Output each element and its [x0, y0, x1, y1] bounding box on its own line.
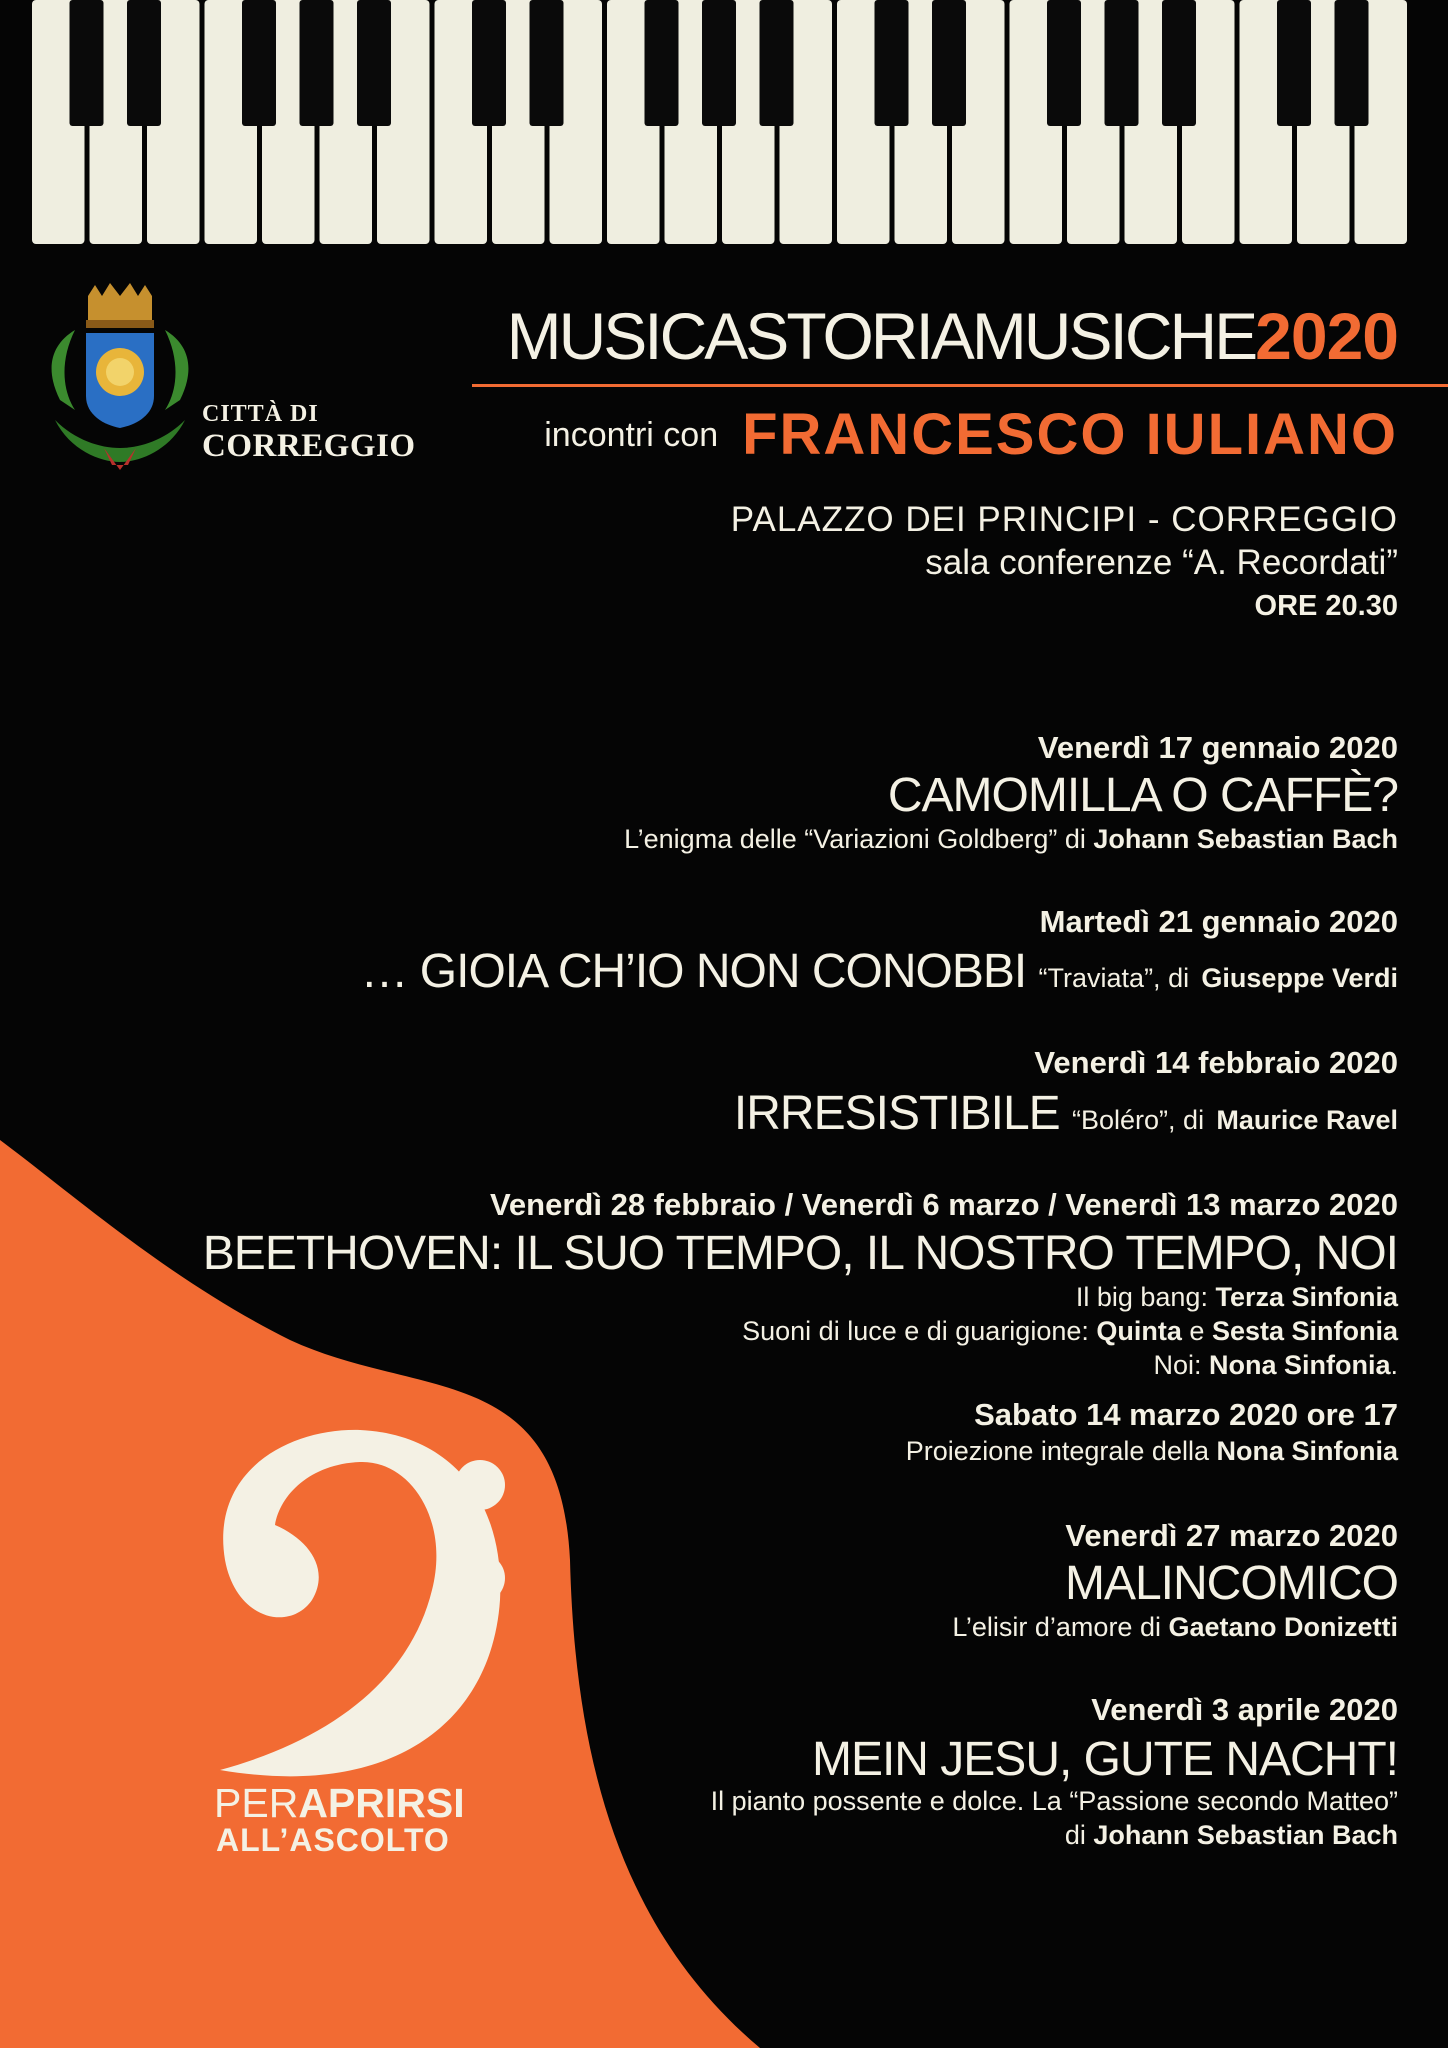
event-title: CAMOMILLA O CAFFÈ? — [887, 769, 1398, 822]
black-key — [1277, 0, 1311, 126]
event-subtitle-text: di — [1064, 1820, 1086, 1850]
title-divider — [472, 384, 1448, 387]
event-subtitle: Il pianto possente e dolce. La “Passione secondo Matteo” — [710, 1786, 1398, 1816]
black-key — [645, 0, 679, 126]
event-work: “Traviata”, di — [1038, 963, 1190, 993]
event-composer: Giuseppe Verdi — [1201, 963, 1398, 993]
guest-line — [470, 400, 1398, 470]
venue-line-1: PALAZZO DEI PRINCIPI - CORREGGIO — [730, 500, 1398, 539]
event-symphony: Terza Sinfonia — [1215, 1282, 1398, 1312]
black-key — [932, 0, 966, 126]
event-symphony: Nona Sinfonia — [1208, 1350, 1391, 1380]
event-composer: Johann Sebastian Bach — [1093, 824, 1398, 854]
coat-of-arms-icon — [52, 283, 189, 470]
black-key — [127, 0, 161, 126]
event-subline-text: e — [1189, 1316, 1205, 1346]
tagline-line-1 — [214, 1780, 465, 1827]
black-key — [1105, 0, 1139, 126]
event-title: BEETHOVEN: IL SUO TEMPO, IL NOSTRO TEMPO, NOI — [202, 1227, 1398, 1280]
black-key — [1162, 0, 1196, 126]
event-composer: Gaetano Donizetti — [1168, 1612, 1398, 1642]
black-key — [1047, 0, 1081, 126]
event-date: Venerdì 3 aprile 2020 — [1091, 1692, 1398, 1727]
black-key — [1335, 0, 1369, 126]
black-key — [242, 0, 276, 126]
event-work: “Boléro”, di — [1072, 1105, 1205, 1135]
event-subtitle — [624, 824, 1398, 855]
event-date: Venerdì 27 marzo 2020 — [1065, 1518, 1398, 1553]
event-title-line — [734, 1086, 1398, 1141]
black-key — [300, 0, 334, 126]
event-subtitle-text: L’elisir d’amore di — [952, 1612, 1161, 1642]
event-date: Venerdì 28 febbraio / Venerdì 6 marzo / Venerdì 13 marzo 2020 — [489, 1187, 1398, 1222]
black-key — [357, 0, 391, 126]
event-date: Sabato 14 marzo 2020 ore 17 — [974, 1397, 1398, 1432]
event-title: … GIOIA CH’IO NON CONOBBI — [360, 945, 1027, 998]
event-subtitle-text: Proiezione integrale della — [905, 1436, 1209, 1466]
event-subtitle — [952, 1612, 1398, 1643]
event-date: Venerdì 17 gennaio 2020 — [1037, 730, 1398, 765]
tagline-line-2: ALL’ASCOLTO — [216, 1822, 450, 1858]
event-symphony: Quinta — [1096, 1316, 1182, 1346]
event-title-line — [360, 944, 1398, 999]
tagline-aprirsi: APRIRSI — [298, 1780, 465, 1826]
event-time: ORE 20.30 — [1254, 590, 1398, 622]
black-key — [472, 0, 506, 126]
black-key — [530, 0, 564, 126]
event-title: IRRESISTIBILE — [733, 1087, 1060, 1140]
event-title: MEIN JESU, GUTE NACHT! — [811, 1733, 1398, 1786]
event-subtitle — [906, 1436, 1398, 1467]
event-composer: Maurice Ravel — [1216, 1105, 1398, 1135]
event-subline-text: Noi: — [1153, 1350, 1202, 1380]
black-key — [875, 0, 909, 126]
series-title-year: 2020 — [1255, 299, 1398, 373]
event-subline-text: Il big bang: — [1075, 1282, 1208, 1312]
series-title — [470, 300, 1398, 372]
guest-name: FRANCESCO IULIANO — [742, 402, 1398, 467]
black-key — [702, 0, 736, 126]
series-title-main: MUSICASTORIAMUSICHE — [506, 299, 1256, 373]
piano-keys-icon — [32, 0, 1407, 244]
event-title: MALINCOMICO — [1064, 1557, 1398, 1610]
black-key — [70, 0, 104, 126]
event-date: Venerdì 14 febbraio 2020 — [1034, 1045, 1398, 1080]
event-date: Martedì 21 gennaio 2020 — [1039, 904, 1398, 939]
event-composer: Nona Sinfonia — [1216, 1436, 1398, 1466]
event-symphony: Sesta Sinfonia — [1211, 1316, 1398, 1346]
event-composer: Johann Sebastian Bach — [1093, 1820, 1398, 1850]
event-subtitle-text: L’enigma delle “Variazioni Goldberg” di — [624, 824, 1086, 854]
guest-prefix: incontri con — [544, 416, 719, 454]
black-key — [760, 0, 794, 126]
event-subline — [1076, 1282, 1398, 1313]
event-subtitle — [1065, 1820, 1398, 1851]
venue-line-2: sala conferenze “A. Recordati” — [925, 543, 1398, 582]
event-subline-text: Suoni di luce e di guarigione: — [742, 1316, 1089, 1346]
event-subline-text: . — [1390, 1350, 1398, 1380]
event-subline — [1153, 1350, 1398, 1381]
event-subline — [742, 1316, 1398, 1347]
city-label — [202, 398, 416, 462]
city-label-small: CITTÀ DI — [202, 401, 319, 427]
city-label-big: CORREGGIO — [202, 428, 416, 464]
tagline-per: PER — [214, 1780, 299, 1826]
